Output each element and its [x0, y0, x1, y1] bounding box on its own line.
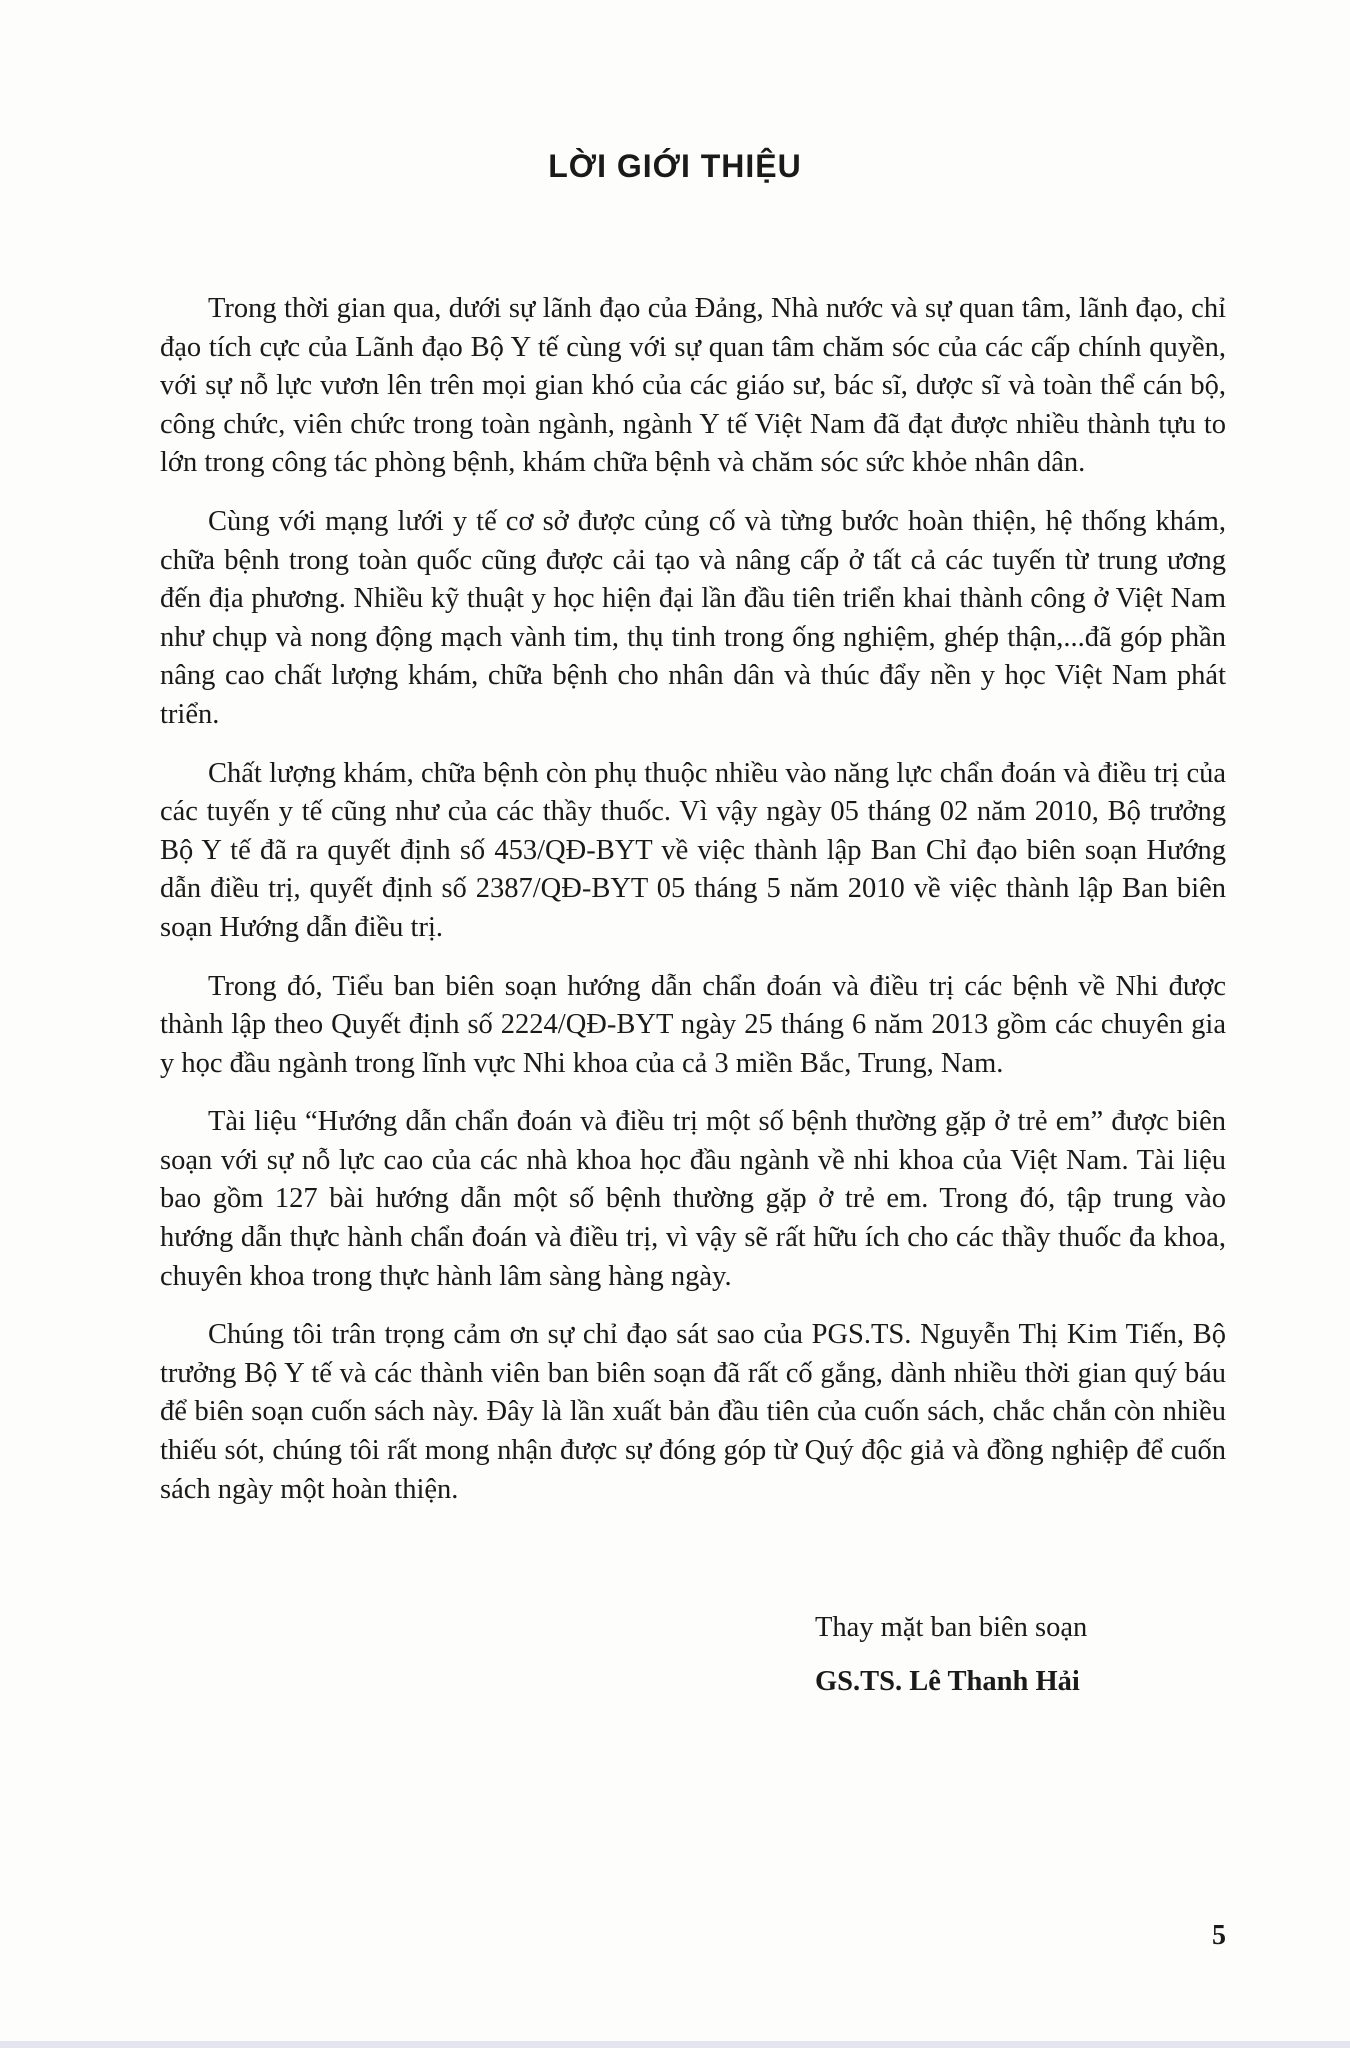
paragraph-3: Chất lượng khám, chữa bệnh còn phụ thuộc nhiều vào năng lực chẩn đoán và điều trị của các tuyến y tế cũng như của các thầy thuốc. Vì vậy ngày 05 tháng 02 năm 2010, Bộ trưởng Bộ Y tế đã ra quyết định số 453/QĐ-BYT về việc thành lập Ban Chỉ đạo biên soạn Hướng dẫn điều trị, quyết định số 2387/QĐ-BYT 05 tháng 5 năm 2010 về việc thành lập Ban biên soạn Hướng dẫn điều trị.	[160, 757, 1226, 943]
paragraph-2: Cùng với mạng lưới y tế cơ sở được củng cố và từng bước hoàn thiện, hệ thống khám, chữa bệnh trong toàn quốc cũng được cải tạo và nâng cấp ở tất cả các tuyến từ trung ương đến địa phương. Nhiều kỹ thuật y học hiện đại lần đầu tiên triển khai thành công ở Việt Nam như chụp và nong động mạch vành tim, thụ tinh trong ống nghiệm, ghép thận,...đã góp phần nâng cao chất lượng khám, chữa bệnh cho nhân dân và thúc đẩy nền y học Việt Nam phát triển.	[160, 505, 1226, 730]
page-title: LỜI GIỚI THIỆU	[548, 148, 802, 184]
page-bottom-edge	[0, 2041, 1350, 2048]
signature-name: GS.TS. Lê Thanh Hải	[815, 1666, 1080, 1697]
paragraph-1: Trong thời gian qua, dưới sự lãnh đạo của Đảng, Nhà nước và sự quan tâm, lãnh đạo, chỉ đạo tích cực của Lãnh đạo Bộ Y tế cùng với sự quan tâm chăm sóc của các cấp chính quyền, với sự nỗ lực vươn lên trên mọi gian khó của các giáo sư, bác sĩ, dược sĩ và toàn thể cán bộ, công chức, viên chức trong toàn ngành, ngành Y tế Việt Nam đã đạt được nhiều thành tựu to lớn trong công tác phòng bệnh, khám chữa bệnh và chăm sóc sức khỏe nhân dân.	[160, 293, 1226, 479]
page-number: 5	[1212, 1920, 1226, 1951]
document-body	[160, 290, 1226, 1529]
signature-on-behalf: Thay mặt ban biên soạn	[815, 1612, 1088, 1643]
signature-block	[815, 1608, 1235, 1716]
paragraph-5: Tài liệu “Hướng dẫn chẩn đoán và điều trị một số bệnh thường gặp ở trẻ em” được biên soạn với sự nỗ lực cao của các nhà khoa học đầu ngành về nhi khoa của Việt Nam. Tài liệu bao gồm 127 bài hướng dẫn một số bệnh thường gặp ở trẻ em. Trong đó, tập trung vào hướng dẫn thực hành chẩn đoán và điều trị, vì vậy sẽ rất hữu ích cho các thầy thuốc đa khoa, chuyên khoa trong thực hành lâm sàng hàng ngày.	[160, 1106, 1226, 1292]
paragraph-6: Chúng tôi trân trọng cảm ơn sự chỉ đạo sát sao của PGS.TS. Nguyễn Thị Kim Tiến, Bộ trưởng Bộ Y tế và các thành viên ban biên soạn đã rất cố gắng, dành nhiều thời gian quý báu để biên soạn cuốn sách này. Đây là lần xuất bản đầu tiên của cuốn sách, chắc chắn còn nhiều thiếu sót, chúng tôi rất mong nhận được sự đóng góp từ Quý độc giả và đồng nghiệp để cuốn sách ngày một hoàn thiện.	[160, 1319, 1226, 1505]
paragraph-4: Trong đó, Tiểu ban biên soạn hướng dẫn chẩn đoán và điều trị các bệnh về Nhi được thành lập theo Quyết định số 2224/QĐ-BYT ngày 25 tháng 6 năm 2013 gồm các chuyên gia y học đầu ngành trong lĩnh vực Nhi khoa của cả 3 miền Bắc, Trung, Nam.	[160, 970, 1226, 1079]
